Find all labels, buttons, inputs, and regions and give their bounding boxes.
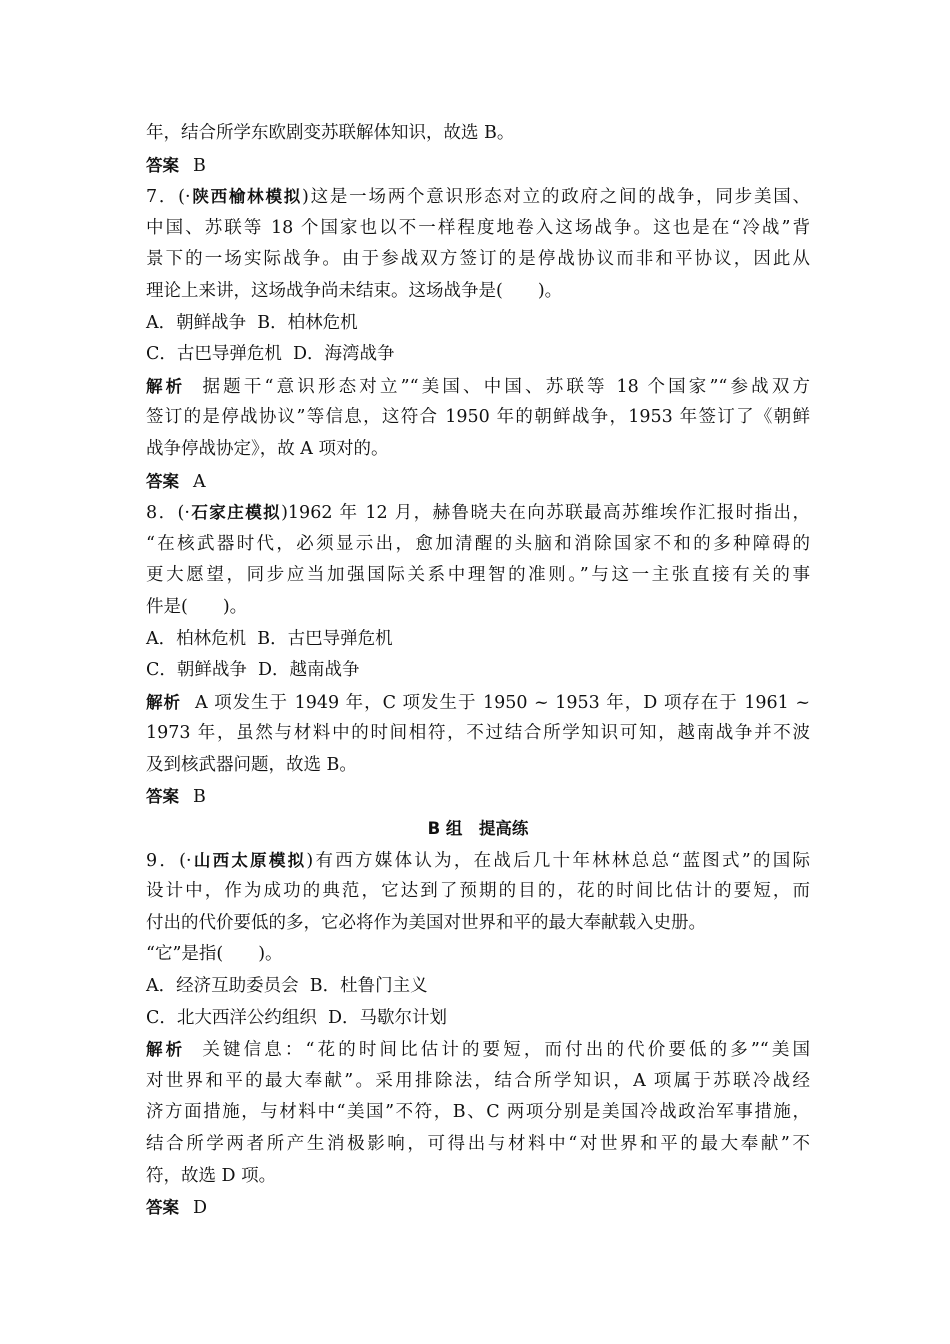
q8-options-ab	[146, 624, 810, 656]
q8-source: 石家庄模拟	[189, 503, 282, 523]
q7-option-c: C．古巴导弹危机	[146, 344, 282, 365]
q9-stem-line-1: 9．(·山西太原模拟)有西方媒体认为，在战后几十年林林总总“蓝图式”的国际	[146, 850, 810, 871]
analysis-label: 解析	[146, 692, 181, 712]
q7-option-b: B．柏林危机	[257, 312, 358, 333]
q8-stem-line-3: 更大愿望，同步应当加强国际关系中理智的准则。”与这一主张直接有关的事	[146, 565, 810, 586]
q8-answer: B	[193, 787, 206, 808]
q8-stem-line-1: 8．(·石家庄模拟)1962 年 12 月，赫鲁晓夫在向苏联最高苏维埃作汇报时指出，	[146, 503, 810, 524]
document-page	[146, 118, 810, 1224]
answer-label: 答案	[146, 1198, 179, 1218]
q8-analysis-line-3: 及到核武器问题，故选 B。	[146, 754, 357, 775]
section-title: B 组 提高练	[427, 819, 529, 839]
q9-source: 山西太原模拟	[191, 850, 307, 870]
q9-analysis-line-5: 符，故选 D 项。	[146, 1165, 277, 1186]
q6-answer-line	[146, 150, 810, 182]
q9-options-cd	[146, 1003, 810, 1035]
answer-label: 答案	[146, 787, 179, 807]
q7-analysis-line-3: 战争停战协定》，故 A 项对的。	[146, 438, 389, 459]
q8-answer-line	[146, 781, 810, 813]
analysis-label: 解析	[146, 1040, 186, 1060]
q7-answer-line	[146, 466, 810, 498]
answer-label: 答案	[146, 155, 179, 175]
q8-stem-line-2: “在核武器时代，必须显示出，愈加清醒的头脑和消除国家不和的多种障碍的	[146, 533, 810, 554]
q8-option-b: B．古巴导弹危机	[257, 628, 393, 649]
q7-stem-line-1: 7．(·陕西榆林模拟)这是一场两个意识形态对立的政府之间的战争，同步美国、	[146, 187, 810, 208]
q7-stem-line-3: 景下的一场实际战争。由于参战双方签订的是停战协议而非和平协议，因此从	[146, 249, 810, 270]
q8-option-a: A．柏林危机	[146, 628, 247, 649]
q9-options-ab	[146, 971, 810, 1003]
q9-answer-line	[146, 1192, 810, 1224]
q9-analysis-line-3: 济方面措施，与材料中“美国”不符，B、C 两项分别是美国冷战政治军事措施，	[146, 1102, 810, 1123]
q7-option-a: A．朝鲜战争	[146, 312, 247, 333]
q9-stem-line-4: “它”是指( )。	[146, 944, 283, 965]
q9-analysis-line-4: 结合所学两者所产生消极影响，可得出与材料中“对世界和平的最大奉献”不	[146, 1134, 810, 1154]
q7-analysis-line-1: 解析 据题干“意识形态对立”“美国、中国、苏联等 18 个国家”“参战双方	[146, 376, 810, 397]
q7-analysis-line-2: 签订的是停战协议”等信息，这符合 1950 年的朝鲜战争，1953 年签订了《朝鲜	[146, 407, 810, 428]
answer-label: 答案	[146, 471, 179, 491]
q6-analysis-tail: 年，结合所学东欧剧变苏联解体知识，故选 B。	[146, 123, 515, 143]
q9-stem-line-3: 付出的代价要低的多，它必将作为美国对世界和平的最大奉献载入史册。	[146, 912, 706, 933]
q8-option-d: D．越南战争	[258, 660, 360, 681]
q9-answer: D	[193, 1198, 208, 1219]
q8-analysis-line-2: 1973 年，虽然与材料中的时间相符，不过结合所学知识可知，越南战争并不波	[146, 723, 810, 744]
q7-options-cd	[146, 339, 810, 371]
q7-option-d: D．海湾战争	[293, 344, 395, 365]
q6-answer: B	[193, 155, 206, 176]
q9-option-a: A．经济互助委员会	[146, 976, 299, 997]
q8-stem-line-4: 件是( )。	[146, 596, 248, 617]
q8-analysis-line-1: 解析 A 项发生于 1949 年，C 项发生于 1950 ~ 1953 年，D 项存在于 1961 ~	[146, 692, 810, 713]
q9-option-c: C．北大西洋公约组织	[146, 1007, 317, 1028]
q9-analysis-line-1: 解析 关键信息：“花的时间比估计的要短，而付出的代价要低的多”“美国	[146, 1040, 810, 1061]
q8-option-c: C．朝鲜战争	[146, 660, 247, 681]
q9-analysis-line-2: 对世界和平的最大奉献”。采用排除法，结合所学知识，A 项属于苏联冷战经	[146, 1070, 810, 1091]
q9-stem-line-2: 设计中，作为成功的典范，它达到了预期的目的，花的时间比估计的要短，而	[146, 881, 810, 902]
q9-option-d: D．马歇尔计划	[328, 1007, 448, 1028]
q7-answer: A	[193, 471, 206, 492]
q8-options-cd	[146, 655, 810, 687]
analysis-label: 解析	[146, 376, 186, 396]
q7-source: 陕西榆林模拟	[190, 187, 303, 207]
q7-stem-line-2: 中国、苏联等 18 个国家也以不一样程度地卷入这场战争。这也是在“冷战”背	[146, 217, 810, 238]
q7-stem-line-4: 理论上来讲，这场战争尚未结束。这场战争是( )。	[146, 280, 563, 301]
q7-options-ab	[146, 308, 810, 340]
q9-option-b: B．杜鲁门主义	[309, 976, 428, 997]
